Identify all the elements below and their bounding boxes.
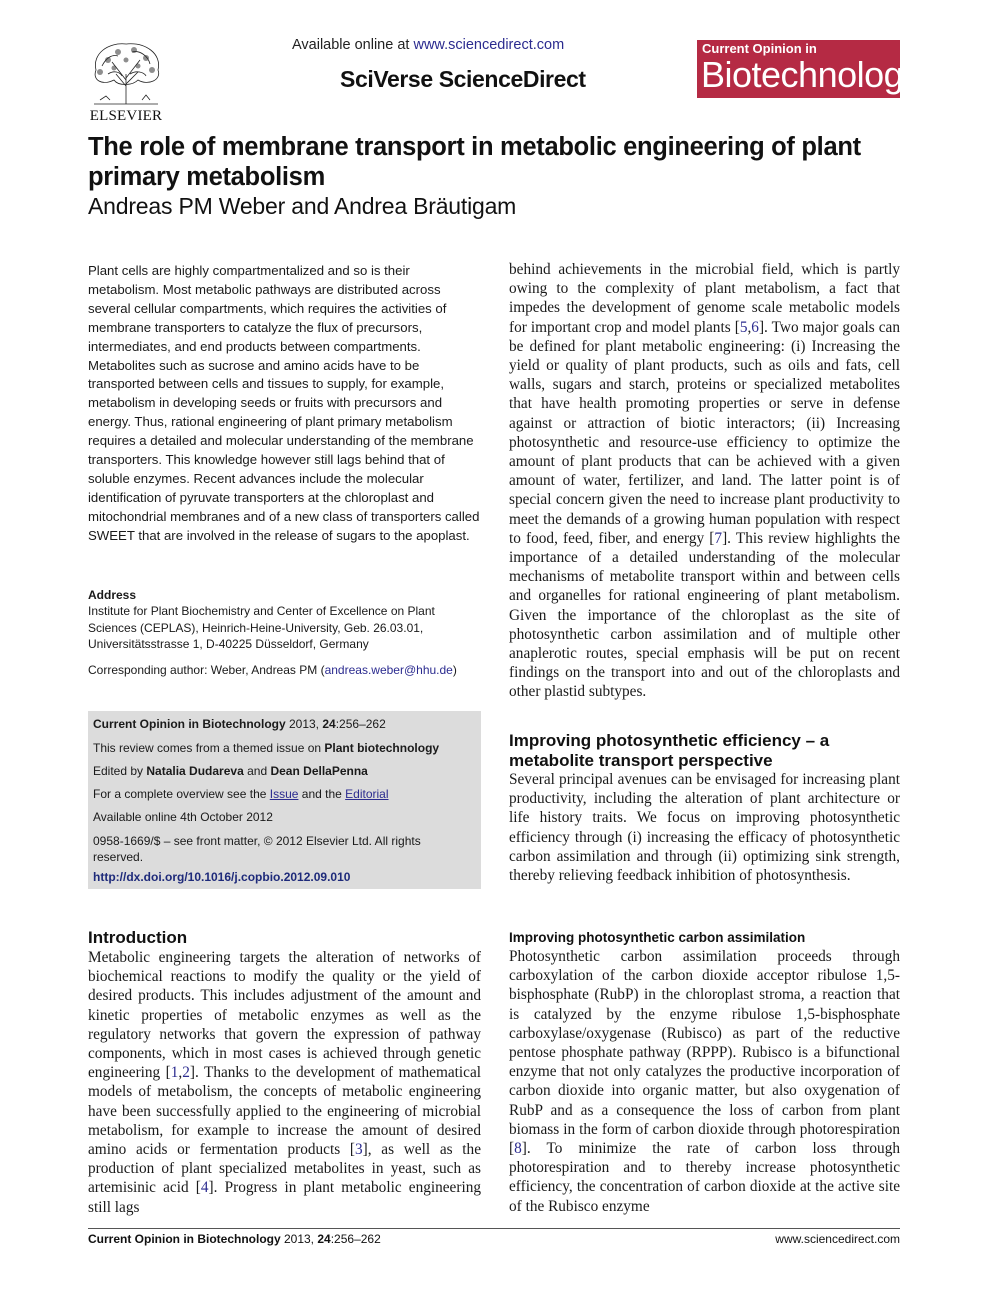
- editor-name: Dean DellaPenna: [270, 764, 368, 778]
- citation-volume: 24: [322, 717, 336, 731]
- elsevier-tree-icon: [88, 40, 164, 106]
- section-paragraph: Several principal avenues can be envisaged for increasing plant productivity, including the alteration of plant architecture or life history traits. We focus on improving photosynthetic efficiency through (i) increasing the efficacy of photosynthetic carbon assimilation and through (ii) optimizing sink strength, thereby relieving feedback inhibition of photosynthesis.: [509, 771, 900, 885]
- carbon-assimilation-body: [509, 947, 900, 1216]
- citation-line: [93, 717, 386, 731]
- text-run: ]. Progress in plant metabolic engineering still lags: [88, 1179, 481, 1216]
- text-run: ,: [747, 318, 752, 336]
- footer-year: 2013,: [280, 1232, 318, 1246]
- copyright-line: reserved.: [93, 850, 144, 864]
- address-line: Universitätsstrasse 1, D-40225 Düsseldorf, Germany: [88, 636, 369, 651]
- address-line: Sciences (CEPLAS), Heinrich-Heine-University, Geb. 26.03.01,: [88, 620, 424, 635]
- edited-by-label: Edited by: [93, 764, 147, 778]
- themed-issue-label: This review comes from a themed issue on: [93, 741, 325, 755]
- journal-name: Current Opinion in Biotechnology: [93, 717, 286, 731]
- citation-ref[interactable]: 1: [170, 1064, 179, 1082]
- text-run: Metabolic engineering targets the alteration of networks of biochemical reactions to modify the quality or the yield of desired products. This includes adjustment of the amount and kinetic properties of metabolic enzymes as well as the regulatory networks that govern the expression of pathway components, which in most cases is achieved through genetic engineering [: [88, 949, 481, 1082]
- copyright-notice: [93, 833, 421, 865]
- editor-name: Natalia Dudareva: [146, 764, 244, 778]
- article-info-box: [88, 711, 481, 889]
- text-run: ]. Thanks to the development of mathematical models of metabolism, the concepts of metabolic engineering have been successfully applied to the engineering of microbial metabolism, for example to increase the amount of desired amino acids or fermentation products [: [88, 1064, 481, 1159]
- overview-and: and the: [298, 787, 346, 801]
- introduction-body-left: [88, 948, 481, 1217]
- text-run: ]. To minimize the rate of carbon loss through photorespiration and to thereby increase photosynthetic efficiency, the concentration of carbon dioxide at the active site of the Rubisco enzyme: [509, 1140, 900, 1215]
- available-online-date: Available online 4th October 2012: [93, 810, 273, 824]
- article-title: The role of membrane transport in metabolic engineering of plant primary metabolism: [88, 133, 861, 191]
- sciencedirect-link[interactable]: www.sciencedirect.com: [413, 37, 565, 53]
- corresponding-author: [88, 663, 488, 677]
- text-run: ]. Two major goals can be defined for plant metabolic engineering: (i) Increasing the yield or quality of plant products, such as oils and fats, cell walls, sugars and starch, proteins or specialized metabolites that have health promoting properties or serve in defense against or attraction of biotic interactors; (ii) Increasing photosynthetic and resource-use efficiency to optimize the amount of plant products that can be achieved with a given amount of water, fertilizer, and land. The latter point is of special concern given the need to increase plant productivity to meet the demands of a growing human population with respect to food, feed, fiber, and energy [: [509, 318, 900, 547]
- footer-volume: 24: [317, 1232, 331, 1246]
- themed-issue-name: Plant biotechnology: [324, 741, 440, 755]
- introduction-paragraph: [88, 948, 481, 1217]
- editors-line: [93, 764, 368, 778]
- journal-logo-line1: Current Opinion in: [702, 41, 817, 56]
- citation-pages: :256–262: [335, 717, 386, 731]
- journal-logo-line2: Biotechnology: [701, 54, 921, 95]
- elsevier-wordmark: ELSEVIER: [89, 108, 163, 124]
- doi-link[interactable]: http://dx.doi.org/10.1016/j.copbio.2012.09.010: [93, 870, 351, 884]
- issue-link[interactable]: Issue: [269, 787, 299, 801]
- citation-ref[interactable]: 3: [354, 1141, 363, 1159]
- corresponding-label: Corresponding author: Weber, Andreas PM (: [88, 663, 325, 677]
- author-email-link[interactable]: andreas.weber@hhu.de: [324, 663, 453, 677]
- citation-ref[interactable]: 7: [714, 529, 723, 547]
- footer-divider: [88, 1228, 900, 1229]
- journal-logo: [697, 40, 921, 98]
- citation-ref[interactable]: 6: [751, 318, 759, 336]
- text-run: ], as well as the production of plant specialized metabolites in yeast, such as artemisinic acid [: [88, 1141, 481, 1197]
- corresponding-close: ): [452, 663, 457, 677]
- editorial-link[interactable]: Editorial: [345, 787, 389, 801]
- citation-year: 2013,: [285, 717, 323, 731]
- platform-name: SciVerse ScienceDirect: [340, 66, 586, 92]
- text-run: behind achievements in the microbial field, which is partly owing to the complexity of plant metabolism, a fact that impedes the development of genome scale metabolic models for important crop and model plants [: [509, 261, 900, 336]
- elsevier-logo: [86, 40, 166, 128]
- editors-and: and: [243, 764, 271, 778]
- text-run: ,: [178, 1064, 183, 1082]
- introduction-body-right: [509, 260, 900, 702]
- available-online-label: Available online at: [292, 37, 414, 53]
- article-authors: Andreas PM Weber and Andrea Bräutigam: [88, 193, 517, 219]
- footer-pages: :256–262: [330, 1232, 381, 1246]
- introduction-paragraph-continued: [509, 260, 900, 702]
- copyright-line: 0958-1669/$ – see front matter, © 2012 Elsevier Ltd. All rights: [93, 834, 421, 848]
- footer-journal: Current Opinion in Biotechnology: [88, 1232, 281, 1246]
- available-online-line: [292, 37, 564, 53]
- address-block: [88, 587, 483, 652]
- citation-ref[interactable]: 2: [182, 1064, 190, 1082]
- section-heading-photosynthetic-efficiency: Improving photosynthetic efficiency – a metabolite transport perspective: [509, 731, 830, 770]
- text-run: ]. This review highlights the importance of a detailed understanding of the molecular mechanisms of metabolite transport within and between cells and organelles for rational engineering of plant metabolism. Given the importance of the chloroplast as the site of photosynthetic carbon assimilation and of multiple other anaplerotic routes, special emphasis will be put on recent findings on the transport into and out of the chloroplasts and other plastid subtypes.: [509, 529, 900, 701]
- text-run: Photosynthetic carbon assimilation proceeds through carboxylation of the carbon dioxide acceptor ribulose 1,5-bisphosphate (RubP) in the chloroplast stroma, a reaction that is catalyzed by the enzyme ribulose 1,5-bisphosphate carboxylase/oxygenase (Rubisco) as part of the reductive pentose phosphate pathway (RPPP). Rubisco is a bifunctional enzyme that not only catalyzes the productive incorporation of carbon dioxide into organic matter, but also oxygenation of RubP and as a consequence the loss of carbon from plant biomass in the form of carbon dioxide through photorespiration [: [509, 948, 900, 1158]
- citation-ref[interactable]: 5: [739, 318, 748, 336]
- address-heading: Address: [88, 588, 137, 602]
- introduction-heading: Introduction: [88, 928, 188, 947]
- citation-ref[interactable]: 8: [514, 1140, 522, 1158]
- themed-issue-line: [93, 741, 439, 755]
- photosynthetic-efficiency-body: [509, 770, 900, 885]
- footer-site: www.sciencedirect.com: [775, 1232, 900, 1246]
- footer-citation: [88, 1232, 381, 1246]
- section-paragraph: [509, 947, 900, 1216]
- abstract: Plant cells are highly compartmentalized and so is their metabolism. Most metabolic pathways are distributed across several cellular compartments, which requires the activities of membrane transporters to catalyze the flux of precursors, intermediates, and end products between compartments. Metabolites such as sucrose and amino acids have to be transported between cells and tissues to supply, for example, metabolism in developing seeds or fruits with precursors and energy. Thus, rational engineering of plant primary metabolism requires a detailed and molecular understanding of the membrane transporters. This knowledge however still lags behind that of soluble enzymes. Recent advances include the molecular identification of pyruvate transporters at the chloroplast and mitochondrial membranes and of a new class of transporters called SWEET that are involved in the release of sugars to the apoplast.: [88, 263, 480, 543]
- address-line: Institute for Plant Biochemistry and Center of Excellence on Plant: [88, 604, 435, 619]
- overview-line: [93, 787, 389, 801]
- citation-ref[interactable]: 4: [200, 1179, 209, 1197]
- subsection-heading-carbon-assimilation: Improving photosynthetic carbon assimilation: [509, 930, 806, 945]
- overview-label: For a complete overview see the: [93, 787, 270, 801]
